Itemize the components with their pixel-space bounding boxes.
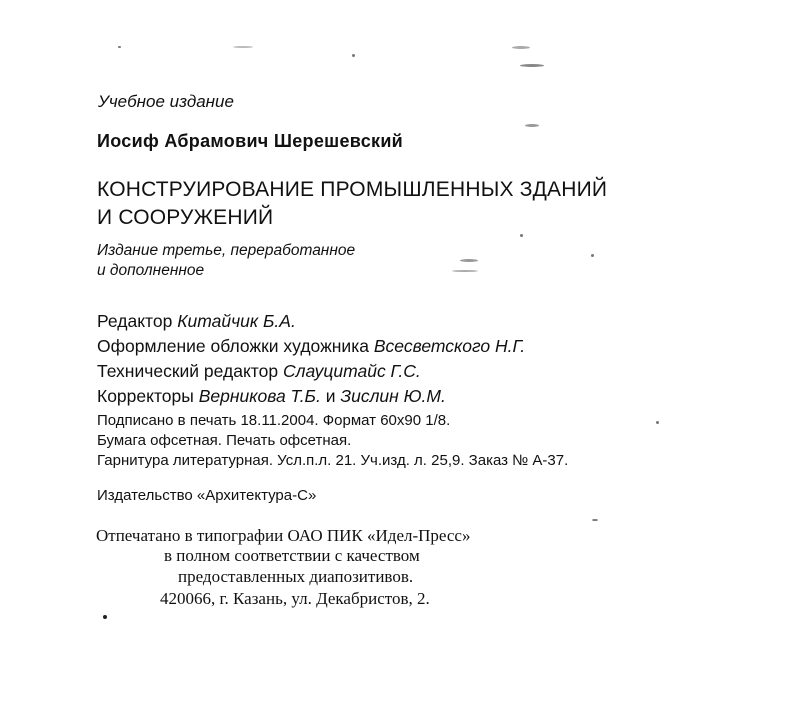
scan-artifact bbox=[452, 270, 478, 272]
credit-person: Всесветского Н.Г. bbox=[373, 336, 526, 356]
book-title bbox=[97, 176, 607, 232]
printer-line: Отпечатано в типографии ОАО ПИК «Идел-Пресс» bbox=[96, 526, 471, 545]
staff-credits bbox=[97, 309, 525, 409]
scan-artifact bbox=[592, 519, 598, 521]
scan-artifact bbox=[460, 259, 478, 262]
scan-artifact bbox=[520, 234, 523, 237]
scan-artifact bbox=[103, 615, 107, 619]
credit-tech-editor bbox=[97, 359, 525, 384]
edition-type: Учебное издание bbox=[98, 92, 234, 111]
scan-artifact bbox=[233, 46, 253, 48]
printer-line: в полном соответствии с качеством bbox=[164, 546, 420, 565]
publisher: Издательство «Архитектура-С» bbox=[97, 487, 317, 504]
author-name: Иосиф Абрамович Шерешевский bbox=[97, 131, 404, 151]
edition-info bbox=[97, 241, 355, 281]
credit-role: Редактор bbox=[97, 311, 173, 331]
scan-artifact bbox=[352, 54, 355, 57]
print-info-line: Бумага офсетная. Печать офсетная. bbox=[97, 432, 352, 449]
credit-person: Зислин Ю.М. bbox=[340, 386, 446, 406]
printer-line: предоставленных диапозитивов. bbox=[178, 567, 414, 586]
credit-cover-artist bbox=[97, 334, 525, 359]
print-info-line: Подписано в печать 18.11.2004. Формат 60x90 1/8. bbox=[97, 412, 451, 429]
credit-editor bbox=[97, 309, 525, 334]
credit-role: Технический редактор bbox=[97, 361, 279, 381]
scan-artifact bbox=[520, 64, 544, 67]
credit-role: Корректоры bbox=[97, 386, 194, 406]
edition-info-line: Издание третье, переработанное bbox=[97, 242, 356, 259]
scan-artifact bbox=[656, 421, 659, 424]
credit-person: Китайчик Б.А. bbox=[177, 311, 296, 331]
title-line: И СООРУЖЕНИЙ bbox=[97, 206, 274, 229]
scan-artifact bbox=[512, 46, 530, 49]
edition-info-line: и дополненное bbox=[97, 262, 205, 279]
credit-person: Верникова Т.Б. bbox=[198, 386, 321, 406]
printer-line: 420066, г. Казань, ул. Декабристов, 2. bbox=[160, 589, 430, 608]
credit-joiner: и bbox=[325, 386, 336, 406]
title-line: КОНСТРУИРОВАНИЕ ПРОМЫШЛЕННЫХ ЗДАНИЙ bbox=[97, 178, 608, 201]
credit-person: Слауцитайс Г.С. bbox=[282, 361, 421, 381]
credit-role: Оформление обложки художника bbox=[97, 336, 369, 356]
print-info bbox=[97, 411, 568, 471]
print-info-line: Гарнитура литературная. Усл.п.л. 21. Уч.изд. л. 25,9. Заказ № А-37. bbox=[97, 452, 569, 469]
scan-artifact bbox=[118, 46, 121, 48]
credit-proofreaders bbox=[97, 384, 525, 409]
scan-artifact bbox=[525, 124, 539, 127]
scan-artifact bbox=[591, 254, 594, 257]
